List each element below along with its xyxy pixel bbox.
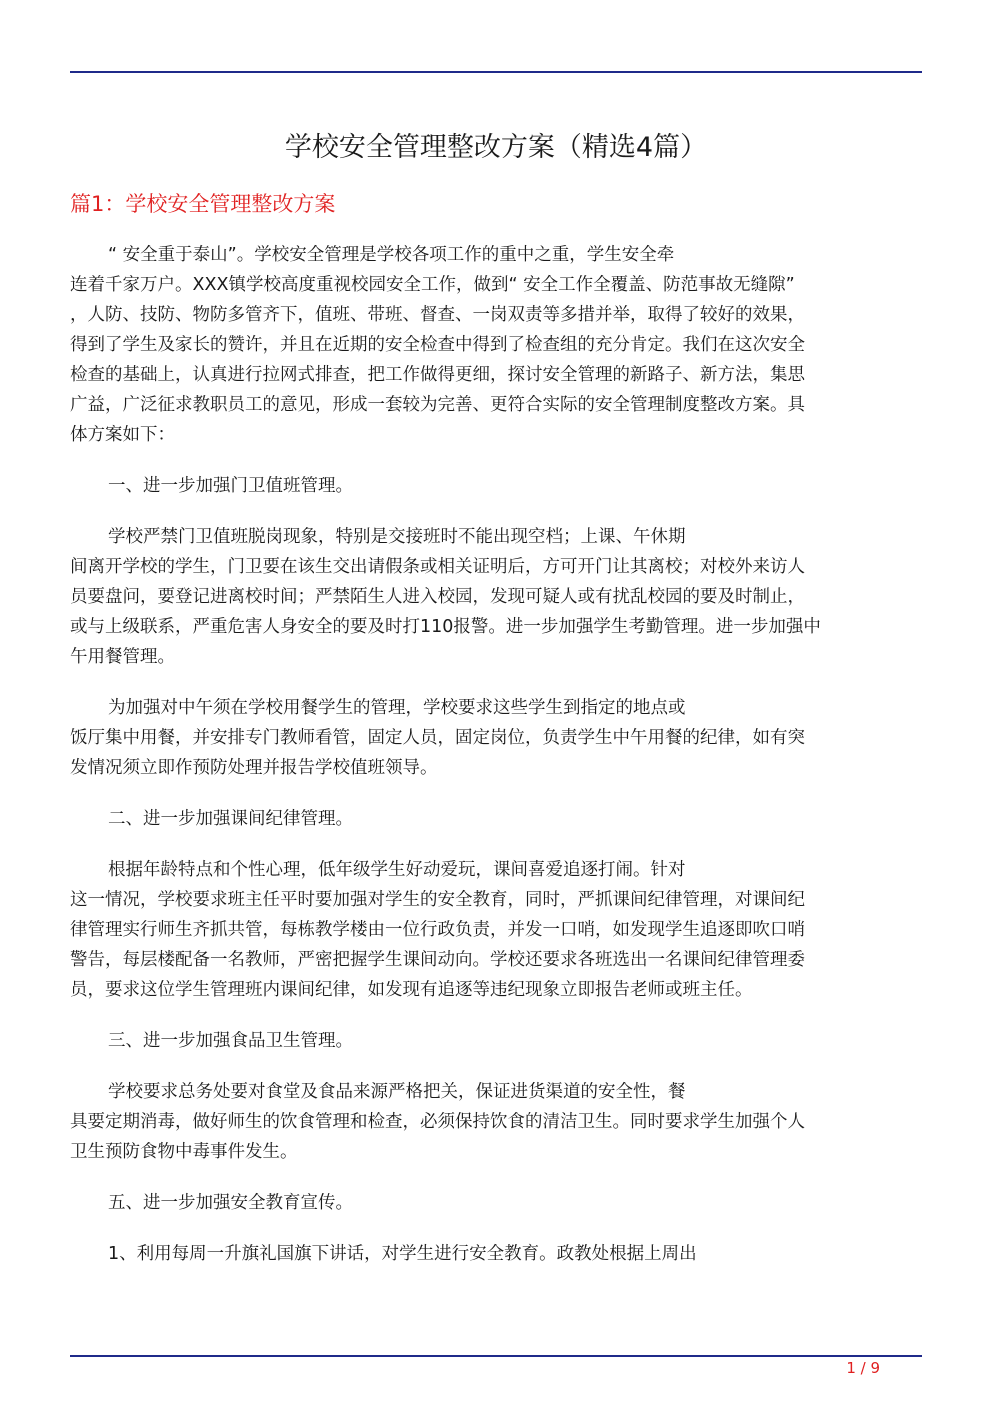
- text-line: 律管理实行师生齐抓共管，每栋教学楼由一位行政负责，并发一口哨，如发现学生追逐即吹口哨: [70, 920, 805, 940]
- text-line: 这一情况，学校要求班主任平时要加强对学生的安全教育，同时，严抓课间纪律管理，对课间纪: [70, 890, 805, 910]
- paragraph: [70, 240, 922, 450]
- paragraph: [70, 471, 922, 501]
- text-line: 根据年龄特点和个性心理，低年级学生好动爱玩，课间喜爱追逐打闹。针对: [108, 860, 686, 880]
- text-line: 间离开学校的学生，门卫要在该生交出请假条或相关证明后，方可开门让其离校；对校外来访人: [70, 557, 805, 577]
- text-line: 广益，广泛征求教职员工的意见，形成一套较为完善、更符合实际的安全管理制度整改方案。具: [70, 395, 805, 415]
- text-line: 或与上级联系，严重危害人身安全的要及时打110报警。进一步加强学生考勤管理。进一步加强中: [70, 617, 821, 637]
- text-line: 午用餐管理。: [70, 647, 175, 667]
- text-line: ，人防、技防、物防多管齐下，值班、带班、督查、一岗双责等多措并举，取得了较好的效果，: [70, 305, 805, 325]
- text-line: 体方案如下：: [70, 425, 175, 445]
- paragraph: [70, 522, 922, 672]
- text-line: 员要盘问，要登记进离校时间；严禁陌生人进入校园，发现可疑人或有扰乱校园的要及时制止，: [70, 587, 805, 607]
- text-line: 为加强对中午须在学校用餐学生的管理，学校要求这些学生到指定的地点或: [108, 698, 686, 718]
- text-line: 卫生预防食物中毒事件发生。: [70, 1142, 298, 1162]
- text-line: 饭厅集中用餐，并安排专门教师看管，固定人员，固定岗位，负责学生中午用餐的纪律，如有突: [70, 728, 805, 748]
- text-line: “ 安全重于泰山”。学校安全管理是学校各项工作的重中之重，学生安全牵: [108, 245, 675, 265]
- footer-rule: [70, 1355, 922, 1357]
- text-line: 员，要求这位学生管理班内课间纪律，如发现有追逐等违纪现象立即报告老师或班主任。: [70, 980, 753, 1000]
- document-title: 学校安全管理整改方案（精选4篇）: [284, 132, 708, 163]
- subheading-line: 二、进一步加强课间纪律管理。: [108, 809, 353, 829]
- subheading-line: 一、进一步加强门卫值班管理。: [108, 476, 353, 496]
- paragraph: [70, 1239, 922, 1269]
- text-line: 1、利用每周一升旗礼国旗下讲话，对学生进行安全教育。政教处根据上周出: [108, 1244, 697, 1264]
- document-body: [70, 240, 922, 1290]
- subheading-line: 三、进一步加强食品卫生管理。: [108, 1031, 353, 1051]
- text-line: 具要定期消毒，做好师生的饮食管理和检查，必须保持饮食的清洁卫生。同时要求学生加强个人: [70, 1112, 805, 1132]
- paragraph: [70, 804, 922, 834]
- paragraph: [70, 855, 922, 1005]
- text-line: 发情况须立即作预防处理并报告学校值班领导。: [70, 758, 438, 778]
- text-line: 学校要求总务处要对食堂及食品来源严格把关，保证进货渠道的安全性，餐: [108, 1082, 686, 1102]
- text-line: 得到了学生及家长的赞许，并且在近期的安全检查中得到了检查组的充分肯定。我们在这次安全: [70, 335, 805, 355]
- subheading-line: 五、进一步加强安全教育宣传。: [108, 1193, 353, 1213]
- section-heading: 篇1：学校安全管理整改方案: [70, 192, 336, 216]
- paragraph: [70, 1077, 922, 1167]
- page-number: 1 / 9: [846, 1359, 880, 1377]
- text-line: 学校严禁门卫值班脱岗现象，特别是交接班时不能出现空档；上课、午休期: [108, 527, 686, 547]
- paragraph: [70, 693, 922, 783]
- header-rule: [70, 71, 922, 73]
- text-line: 连着千家万户。XXX镇学校高度重视校园安全工作，做到“ 安全工作全覆盖、防范事故无缝隙”: [70, 275, 795, 295]
- paragraph: [70, 1026, 922, 1056]
- text-line: 检查的基础上，认真进行拉网式排查，把工作做得更细，探讨安全管理的新路子、新方法，集思: [70, 365, 805, 385]
- paragraph: [70, 1188, 922, 1218]
- text-line: 警告，每层楼配备一名教师，严密把握学生课间动向。学校还要求各班选出一名课间纪律管理委: [70, 950, 805, 970]
